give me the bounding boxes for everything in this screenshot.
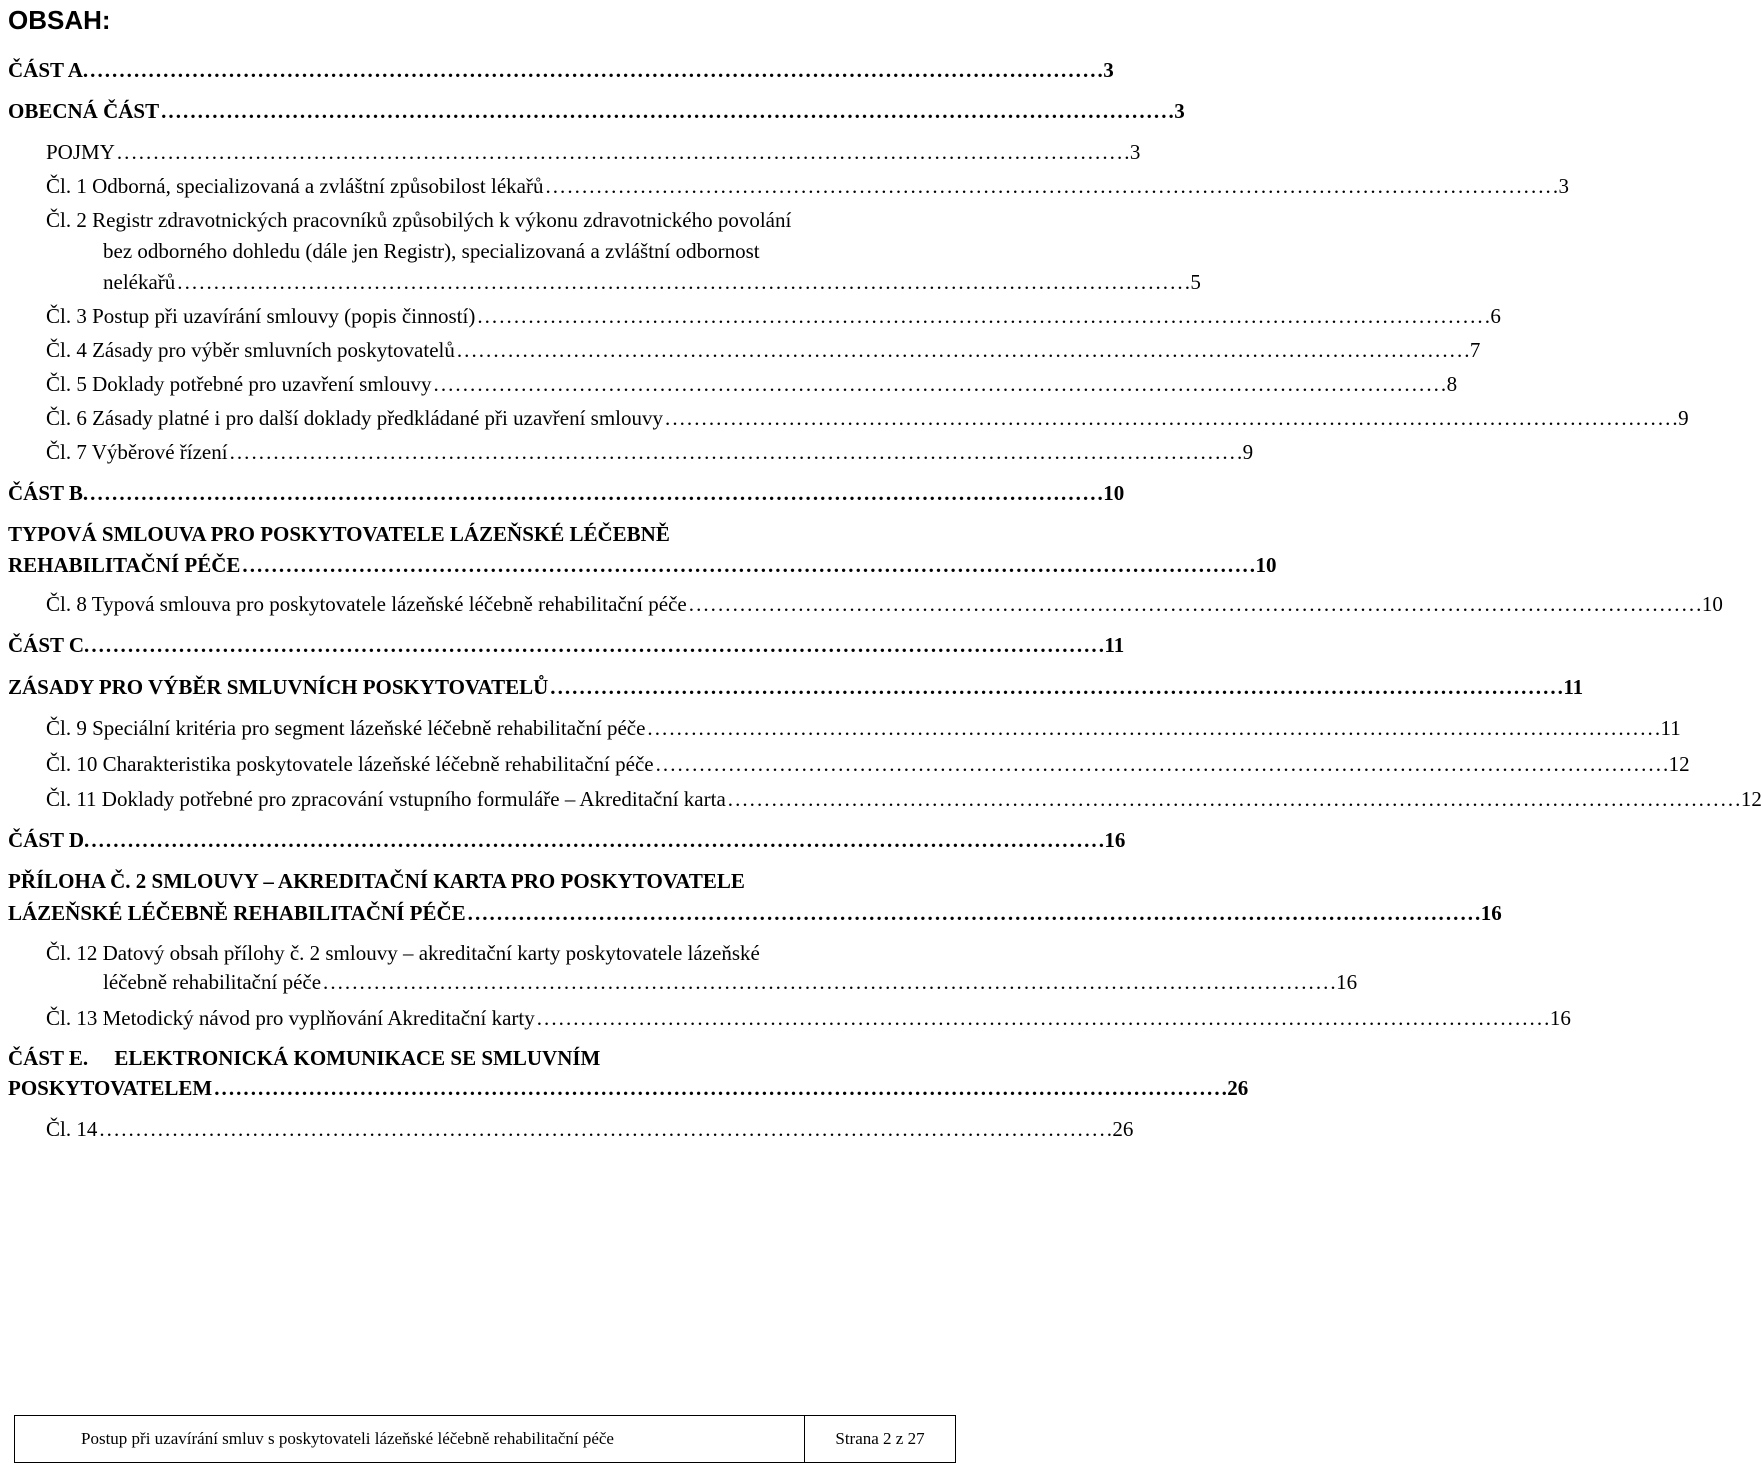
toc-entry-label: Čl. 3 Postup při uzavírání smlouvy (popis činností) bbox=[46, 304, 476, 328]
toc-entry-label: Čl. 8 Typová smlouva pro poskytovatele lázeňské léčebně rehabilitační péče bbox=[46, 592, 687, 616]
toc-page-number: 11 bbox=[1563, 675, 1584, 699]
toc-page-number: 3 bbox=[1129, 140, 1141, 164]
toc-leader bbox=[455, 335, 1470, 365]
toc-entry-cast-c[interactable] bbox=[8, 630, 1125, 660]
toc-page-number: 9 bbox=[1242, 440, 1254, 464]
toc-entry-priloha-line-2[interactable] bbox=[8, 898, 1502, 928]
toc-entry-typova-line-2[interactable] bbox=[8, 550, 1277, 580]
toc-entry-cl-8[interactable] bbox=[46, 589, 1723, 619]
toc-entry-zasady[interactable] bbox=[8, 672, 1584, 702]
toc-page-number: 10 bbox=[1701, 592, 1723, 616]
toc-entry-label: ČÁST A. bbox=[8, 58, 89, 82]
toc-page-number: 11 bbox=[1104, 633, 1125, 657]
toc-page-number: 7 bbox=[1469, 338, 1481, 362]
toc-entry-cl-7[interactable] bbox=[46, 437, 1254, 467]
toc-entry-label: ZÁSADY PRO VÝBĚR SMLUVNÍCH POSKYTOVATELŮ bbox=[8, 675, 549, 699]
toc-entry-label: Čl. 14 bbox=[46, 1117, 98, 1141]
toc-leader bbox=[89, 630, 1104, 660]
toc-page-number: 6 bbox=[1490, 304, 1501, 328]
toc-entry-label: Čl. 1 Odborná, specializovaná a zvláštní způsobilost lékařů bbox=[46, 174, 544, 198]
toc-leader bbox=[726, 784, 1741, 814]
toc-page-number: 26 bbox=[1112, 1117, 1134, 1141]
toc-entry-cl-11[interactable] bbox=[46, 784, 1762, 814]
toc-entry-label: léčebně rehabilitační péče bbox=[103, 970, 322, 994]
toc-entry-label: Čl. 11 Doklady potřebné pro zpracování vstupního formuláře – Akreditační karta bbox=[46, 787, 726, 811]
toc-page-number: 12 bbox=[1668, 752, 1690, 776]
page-footer bbox=[14, 1415, 956, 1463]
toc-entry-cast-d[interactable] bbox=[8, 825, 1126, 855]
toc-page-number: 5 bbox=[1190, 270, 1201, 294]
toc-entry-cl-4[interactable] bbox=[46, 335, 1481, 365]
toc-page-number: 16 bbox=[1336, 970, 1358, 994]
toc-leader bbox=[175, 267, 1190, 297]
toc-page-number: 3 bbox=[1558, 174, 1570, 198]
toc-entry-label: LÁZEŇSKÉ LÉČEBNĚ REHABILITAČNÍ PÉČE bbox=[8, 901, 466, 925]
toc-entry-label: ČÁST D. bbox=[8, 828, 90, 852]
toc-entry-obecna-cast[interactable] bbox=[8, 96, 1185, 126]
toc-leader bbox=[240, 550, 1255, 580]
toc-page-number: 3 bbox=[1103, 58, 1114, 82]
toc-page-number: 3 bbox=[1174, 99, 1185, 123]
toc-entry-cl-12-line-1[interactable]: Čl. 12 Datový obsah přílohy č. 2 smlouvy – akreditační karty poskytovatele lázeňské bbox=[46, 941, 760, 965]
toc-page-number: 10 bbox=[1103, 481, 1125, 505]
toc-page-number: 8 bbox=[1446, 372, 1458, 396]
toc-page-number: 11 bbox=[1660, 716, 1681, 740]
toc-leader bbox=[687, 589, 1702, 619]
toc-leader bbox=[228, 437, 1243, 467]
toc-entry-cast-a[interactable] bbox=[8, 55, 1114, 85]
toc-leader bbox=[432, 369, 1447, 399]
toc-entry-cl-6[interactable] bbox=[46, 403, 1689, 433]
toc-page-number: 26 bbox=[1227, 1076, 1249, 1100]
toc-entry-label: REHABILITAČNÍ PÉČE bbox=[8, 553, 241, 577]
footer-document-title: Postup při uzavírání smluv s poskytovateli lázeňské léčebně rehabilitační péče bbox=[15, 1416, 805, 1462]
toc-leader bbox=[115, 137, 1130, 167]
toc-entry-cl-2-line-1[interactable]: Čl. 2 Registr zdravotnických pracovníků způsobilých k výkonu zdravotnického povolání bbox=[46, 208, 792, 232]
toc-page-number: 16 bbox=[1480, 901, 1502, 925]
toc-entry-cl-2-line-3[interactable] bbox=[103, 267, 1201, 297]
toc-entry-pojmy[interactable] bbox=[46, 137, 1141, 167]
toc-leader bbox=[321, 967, 1336, 997]
toc-leader bbox=[88, 478, 1103, 508]
toc-entry-cl-12-line-2[interactable] bbox=[103, 967, 1358, 997]
toc-entry-cl-9[interactable] bbox=[46, 713, 1681, 743]
toc-entry-cl-2-line-2[interactable]: bez odborného dohledu (dále jen Registr), specializovaná a zvláštní odbornost bbox=[103, 239, 760, 263]
toc-page-number: 9 bbox=[1678, 406, 1689, 430]
toc-entry-label: Čl. 7 Výběrové řízení bbox=[46, 440, 228, 464]
toc-entry-cl-13[interactable] bbox=[46, 1003, 1571, 1033]
toc-leader bbox=[212, 1073, 1227, 1103]
toc-leader bbox=[645, 713, 1660, 743]
toc-entry-label: ČÁST B. bbox=[8, 481, 89, 505]
toc-leader bbox=[466, 898, 1481, 928]
toc-leader bbox=[548, 672, 1563, 702]
toc-entry-cast-e-line-2[interactable] bbox=[8, 1073, 1249, 1103]
toc-entry-label: POSKYTOVATELEM bbox=[8, 1076, 213, 1100]
toc-entry-label: POJMY bbox=[46, 140, 115, 164]
toc-entry-label: Čl. 9 Speciální kritéria pro segment lázeňské léčebně rehabilitační péče bbox=[46, 716, 646, 740]
toc-entry-label: Čl. 10 Charakteristika poskytovatele lázeňské léčebně rehabilitační péče bbox=[46, 752, 654, 776]
page-title: OBSAH: bbox=[8, 5, 111, 35]
toc-leader bbox=[97, 1114, 1112, 1144]
toc-leader bbox=[159, 96, 1174, 126]
toc-entry-cl-10[interactable] bbox=[46, 749, 1690, 779]
toc-entry-cast-b[interactable] bbox=[8, 478, 1125, 508]
toc-entry-label: Čl. 5 Doklady potřebné pro uzavření smlouvy bbox=[46, 372, 432, 396]
toc-leader bbox=[543, 171, 1558, 201]
toc-entry-typova-line-1[interactable]: TYPOVÁ SMLOUVA PRO POSKYTOVATELE LÁZEŇSKÉ LÉČEBNĚ bbox=[8, 522, 670, 546]
toc-page-number: 10 bbox=[1255, 553, 1277, 577]
toc-entry-cl-3[interactable] bbox=[46, 301, 1501, 331]
toc-leader bbox=[663, 403, 1678, 433]
toc-entry-cl-5[interactable] bbox=[46, 369, 1458, 399]
toc-entry-priloha-line-1[interactable]: PŘÍLOHA Č. 2 SMLOUVY – AKREDITAČNÍ KARTA PRO POSKYTOVATELE bbox=[8, 869, 745, 893]
toc-entry-cast-e-line-1[interactable]: ČÁST E. ELEKTRONICKÁ KOMUNIKACE SE SMLUVNÍM bbox=[8, 1046, 601, 1070]
footer-page-label: Strana 2 z 27 bbox=[835, 1429, 925, 1448]
toc-leader bbox=[88, 55, 1103, 85]
toc-entry-label: ČÁST C. bbox=[8, 633, 90, 657]
toc-entry-label: nelékařů bbox=[103, 270, 176, 294]
toc-page-number: 12 bbox=[1740, 787, 1762, 811]
toc-entry-cl-1[interactable] bbox=[46, 171, 1570, 201]
toc-entry-label: Čl. 6 Zásady platné i pro další doklady předkládané při uzavření smlouvy bbox=[46, 406, 664, 430]
toc-entry-label: OBECNÁ ČÁST bbox=[8, 99, 160, 123]
toc-leader bbox=[535, 1003, 1550, 1033]
toc-leader bbox=[654, 749, 1669, 779]
toc-page-number: 16 bbox=[1104, 828, 1126, 852]
toc-leader bbox=[89, 825, 1104, 855]
toc-page-number: 16 bbox=[1549, 1006, 1571, 1030]
toc-entry-label: Čl. 13 Metodický návod pro vyplňování Akreditační karty bbox=[46, 1006, 535, 1030]
toc-entry-label: Čl. 4 Zásady pro výběr smluvních poskytovatelů bbox=[46, 338, 455, 362]
toc-leader bbox=[475, 301, 1490, 331]
toc-entry-cl-14[interactable] bbox=[46, 1114, 1134, 1144]
